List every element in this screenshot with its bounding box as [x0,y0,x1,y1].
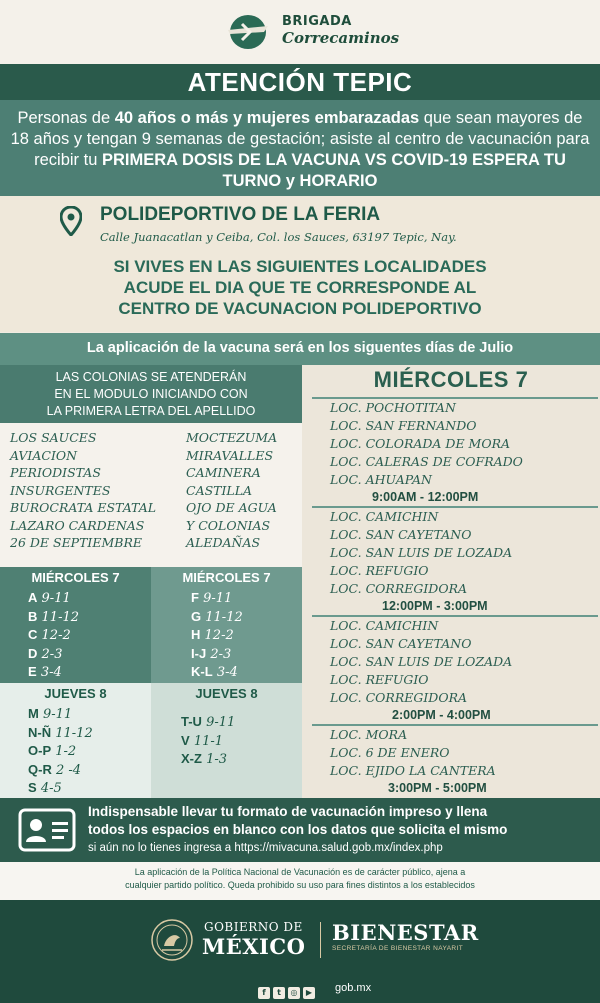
venue-message-line: CENTRO DE VACUNACION POLIDEPORTIVO [118,299,482,318]
hours: 3-4 [40,665,62,680]
venue-name: POLIDEPORTIVO DE LA FERIA [100,204,381,225]
hours: 1-2 [55,744,77,759]
colonias-header-line: LAS COLONIAS SE ATENDERÁN [55,370,247,384]
group-rows [28,705,93,798]
group-rows [191,589,243,682]
intro-part1: Personas de [17,109,115,127]
group-row [28,705,93,724]
gobmx-link[interactable]: gob.mx [335,982,372,994]
venue-message-line: ACUDE EL DIA QUE TE CORRESPONDE AL [123,278,477,297]
twitter-icon[interactable]: t [273,987,285,999]
hours: 11-1 [193,733,224,749]
slot-time: 9:00AM - 12:00PM [372,490,479,504]
group-row [28,663,79,682]
letters: M [28,706,39,721]
letters: E [28,664,37,679]
locality: LOC. CAMICHIN [330,509,439,524]
group-row [28,608,79,627]
schedule-slot [312,724,598,796]
locality: LOC. SAN LUIS DE LOZADA [330,545,513,560]
colonias-header-line: EN EL MODULO INICIANDO CON [54,387,248,401]
hours: 9-11 [206,715,236,730]
colonia-item: OJO DE AGUA [186,500,277,515]
locality: LOC. CAMICHIN [330,618,439,633]
schedule-slot [312,506,598,614]
letters: N-Ñ [28,724,52,740]
letters: I-J [191,645,207,661]
colonia-item: LAZARO CARDENAS [10,517,145,533]
gobierno-line1: GOBIERNO DE [204,920,303,934]
hours: 11-12 [205,609,243,625]
letters: D [28,645,38,661]
group-row [28,626,79,645]
locality: LOC. SAN FERNANDO [330,418,477,433]
letters: H [191,627,201,642]
locality: LOC. REFUGIO [330,672,429,687]
group-row [28,761,93,780]
hours: 9-11 [42,707,73,722]
brigada-logo-icon [224,12,272,52]
locality: LOC. SAN CAYETANO [330,527,472,542]
letters: C [28,627,38,642]
locality: LOC. REFUGIO [330,563,429,578]
july-bar [0,333,600,365]
locality: LOC. POCHOTITAN [330,400,456,415]
page-title: ATENCIÓN TEPIC [187,67,413,97]
notice-line: Indispensable llevar tu formato de vacunación impreso y llena [88,804,488,819]
brand-line2: Correcaminos [282,29,400,47]
colonia-item: LOS SAUCES [10,430,97,445]
footer-divider [320,922,321,958]
legal-line: La aplicación de la Política Nacional de Vacunación es de carácter público, ajena a [134,867,466,877]
letters: X-Z [181,751,202,766]
letters: V [181,732,190,748]
locality: LOC. AHUAPAN [330,472,432,487]
intro-panel [0,100,600,196]
instagram-icon[interactable]: ◎ [288,987,300,999]
locality: LOC. CORREGIDORA [330,581,468,596]
group-box-m-s [0,683,151,798]
hours: 12-2 [204,628,234,643]
letters: T-U [181,714,202,729]
letters: O-P [28,743,52,758]
social-links [258,982,318,1001]
legal-disclaimer [0,862,600,900]
slot-time: 12:00PM - 3:00PM [382,599,488,613]
hours: 12-2 [41,628,71,643]
hours: 3-4 [216,665,238,680]
colonia-item: 26 DE SEPTIEMBRE [10,535,143,550]
hours: 9-11 [41,591,71,606]
schedule-day: MIÉRCOLES 7 [373,367,529,392]
locality: LOC. SAN LUIS DE LOZADA [330,654,513,669]
colonias-list-2 [186,429,277,552]
hours: 2-3 [41,646,63,662]
group-rows [181,713,235,769]
location-pin-icon [60,206,82,236]
intro-part2: que sean mayores de 18 años y tengan 9 semanas de gestación; asiste al centro de vacunación para recibir tu [10,109,590,169]
letters: A [28,590,38,605]
group-rows [28,589,79,682]
letters: B [28,608,38,624]
colonias-header [0,365,302,423]
facebook-icon[interactable]: f [258,987,270,999]
venue-message-line: SI VIVES EN LAS SIGUIENTES LOCALIDADES [113,257,487,276]
bienestar-title: BIENESTAR [332,920,479,945]
colonias-header-text [0,369,302,420]
group-row [191,589,243,608]
colonia-item: INSURGENTES [10,482,111,498]
slot-time: 2:00PM - 4:00PM [392,708,491,722]
group-row [28,724,93,743]
locality: LOC. SAN CAYETANO [330,636,472,651]
group-day: MIÉRCOLES 7 [31,570,120,585]
locality: LOC. CORREGIDORA [330,690,468,705]
group-row [181,750,235,769]
group-row [28,779,93,798]
group-row [28,742,93,761]
group-box-a-e [0,567,151,683]
venue-message [0,256,600,319]
colonia-item: Y COLONIAS [186,517,271,533]
letters: F [191,590,199,605]
group-day: JUEVES 8 [44,686,107,701]
group-box-t-z [151,683,302,798]
slot-time: 3:00PM - 5:00PM [388,781,487,795]
group-row [191,608,243,627]
colonia-item: BUROCRATA ESTATAL [10,500,157,515]
hours: 11-12 [41,609,80,625]
colonia-item: CAMINERA [186,465,261,480]
localidades-column [302,365,600,798]
colonia-item: ALEDAÑAS [186,535,261,550]
colonia-item: AVIACION [10,447,78,463]
letters: S [28,780,37,795]
id-card-icon [18,808,76,852]
letters: K-L [191,664,213,679]
colonia-item: MOCTEZUMA [186,430,278,445]
intro-bold2: PRIMERA DOSIS DE LA VACUNA VS COVID-19 ESPERA TU TURNO y HORARIO [101,151,566,190]
colonia-item: MIRAVALLES [186,447,274,463]
colonia-item: CASTILLA [186,482,253,498]
group-row [181,732,235,751]
brand-name [282,14,399,47]
locality: LOC. CALERAS DE COFRADO [330,454,523,469]
government-footer [0,900,600,1003]
hours: 2 -4 [55,762,82,778]
colonias-header-line: LA PRIMERA LETRA DEL APELLIDO [46,404,256,418]
intro-bold1: 40 años o más y mujeres embarazadas [114,109,420,127]
legal-line: cualquier partido político. Queda prohibido su uso para fines distintos a los establecidos [125,880,475,890]
hours: 11-12 [55,725,93,741]
intro-text [10,108,590,192]
brand-header [0,0,600,64]
group-row [181,713,235,732]
colonias-column [0,365,302,798]
notice-link-line[interactable]: si aún no lo tienes ingresa a https://mivacuna.salud.gob.mx/index.php [88,842,443,854]
mexico-crest-icon [150,918,194,962]
group-row [28,589,79,608]
group-box-f-l [151,567,302,683]
hours: 4-5 [40,781,62,796]
locality: LOC. MORA [330,727,408,742]
title-bar [0,64,600,100]
group-row [191,626,243,645]
bienestar-subtitle: SECRETARÍA DE BIENESTAR NAYARIT [332,945,464,952]
group-day: MIÉRCOLES 7 [182,570,271,585]
youtube-icon[interactable]: ▶ [303,987,315,999]
colonia-item: PERIODISTAS [10,465,101,480]
venue-panel [0,196,600,332]
requirements-notice [0,798,600,862]
group-row [191,645,243,664]
letters: Q-R [28,761,52,777]
notice-line: todos los espacios en blanco con los datos que solicita el mismo [88,822,508,837]
locality: LOC. 6 DE ENERO [330,745,450,760]
colonias-list-1 [10,429,156,552]
schedule-slot [312,615,598,723]
group-day: JUEVES 8 [195,686,258,701]
schedule-slot [312,397,598,505]
legal-text [0,866,600,892]
hours: 1-3 [206,752,228,767]
venue-address: Calle Juanacatlan y Ceiba, Col. los Sauces, 63197 Tepic, Nay. [100,230,457,244]
locality: LOC. EJIDO LA CANTERA [330,763,496,778]
letters: G [191,608,202,624]
locality: LOC. COLORADA DE MORA [330,436,511,451]
group-row [191,663,243,682]
gobierno-line2: MÉXICO [202,934,306,959]
brand-line1: BRIGADA [282,14,352,29]
group-row [28,645,79,664]
hours: 2-3 [210,646,232,662]
hours: 9-11 [203,591,233,606]
notice-text [88,803,592,857]
july-note: La aplicación de la vacuna será en los siguentes días de Julio [86,340,514,356]
